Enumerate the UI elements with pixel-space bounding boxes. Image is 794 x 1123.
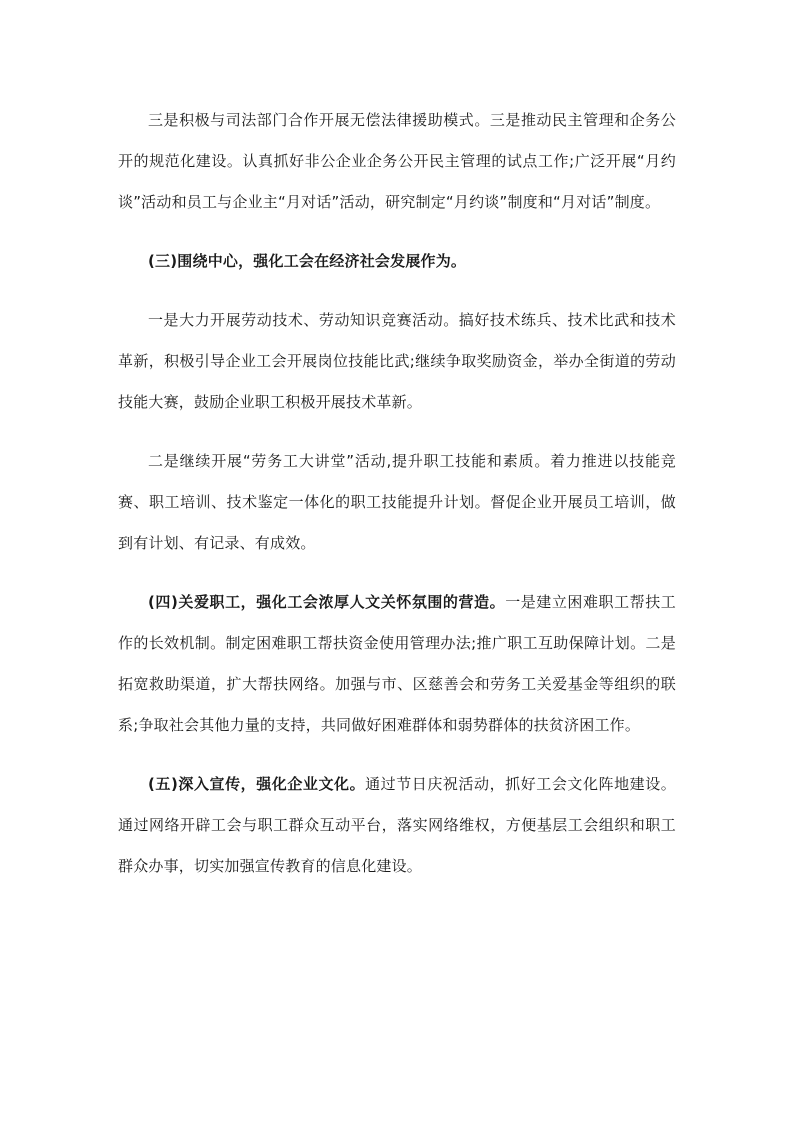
paragraph-text: 三是积极与司法部门合作开展无偿法律援助模式。三是推动民主管理和企务公开的规范化建设。认真抓好非公企业企务公开民主管理的试点工作;广泛开展“月约谈”活动和员工与企业主“月对话”活动，研究制定“月约谈”制度和“月对话”制度。 bbox=[118, 111, 676, 211]
section-heading-text: (五)深入宣传，强化企业文化。 bbox=[148, 775, 366, 793]
paragraph-text: 一是建立困难职工帮扶工作的长效机制。制定困难职工帮扶资金使用管理办法;推广职工互助保障计划。二是拓宽救助渠道，扩大帮扶网络。加强与市、区慈善会和劳务工关爱基金等组织的联系;争取社会其他力量的支持，共同做好困难群体和弱势群体的扶贫济困工作。 bbox=[118, 593, 677, 734]
paragraph-text: 一是大力开展劳动技术、劳动知识竞赛活动。搞好技术练兵、技术比武和技术革新，积极引导企业工会开展岗位技能比武;继续争取奖励资金，举办全街道的劳动技能大赛，鼓励企业职工积极开展技术革新。 bbox=[118, 311, 676, 411]
paragraph-care-workers bbox=[118, 582, 676, 746]
paragraph-skills-competition bbox=[118, 300, 676, 423]
section-heading-text: (三)围绕中心，强化工会在经济社会发展作为。 bbox=[148, 252, 467, 270]
paragraph-text: 二是继续开展“劳务工大讲堂”活动,提升职工技能和素质。着力推进以技能竞赛、职工培训、技术鉴定一体化的职工技能提升计划。督促企业开展员工培训，做到有计划、有记录、有成效。 bbox=[118, 452, 676, 552]
paragraph-text: 通过节日庆祝活动，抓好工会文化阵地建设。通过网络开辟工会与职工群众互动平台，落实网络维权，方便基层工会组织和职工群众办事，切实加强宣传教育的信息化建设。 bbox=[118, 775, 676, 875]
section-heading-text: (四)关爱职工，强化工会浓厚人文关怀氛围的营造。 bbox=[148, 593, 506, 611]
paragraph-legal-aid bbox=[118, 100, 676, 223]
paragraph-publicity bbox=[118, 764, 676, 887]
paragraph-lecture-hall bbox=[118, 441, 676, 564]
section-heading-three bbox=[118, 241, 676, 282]
